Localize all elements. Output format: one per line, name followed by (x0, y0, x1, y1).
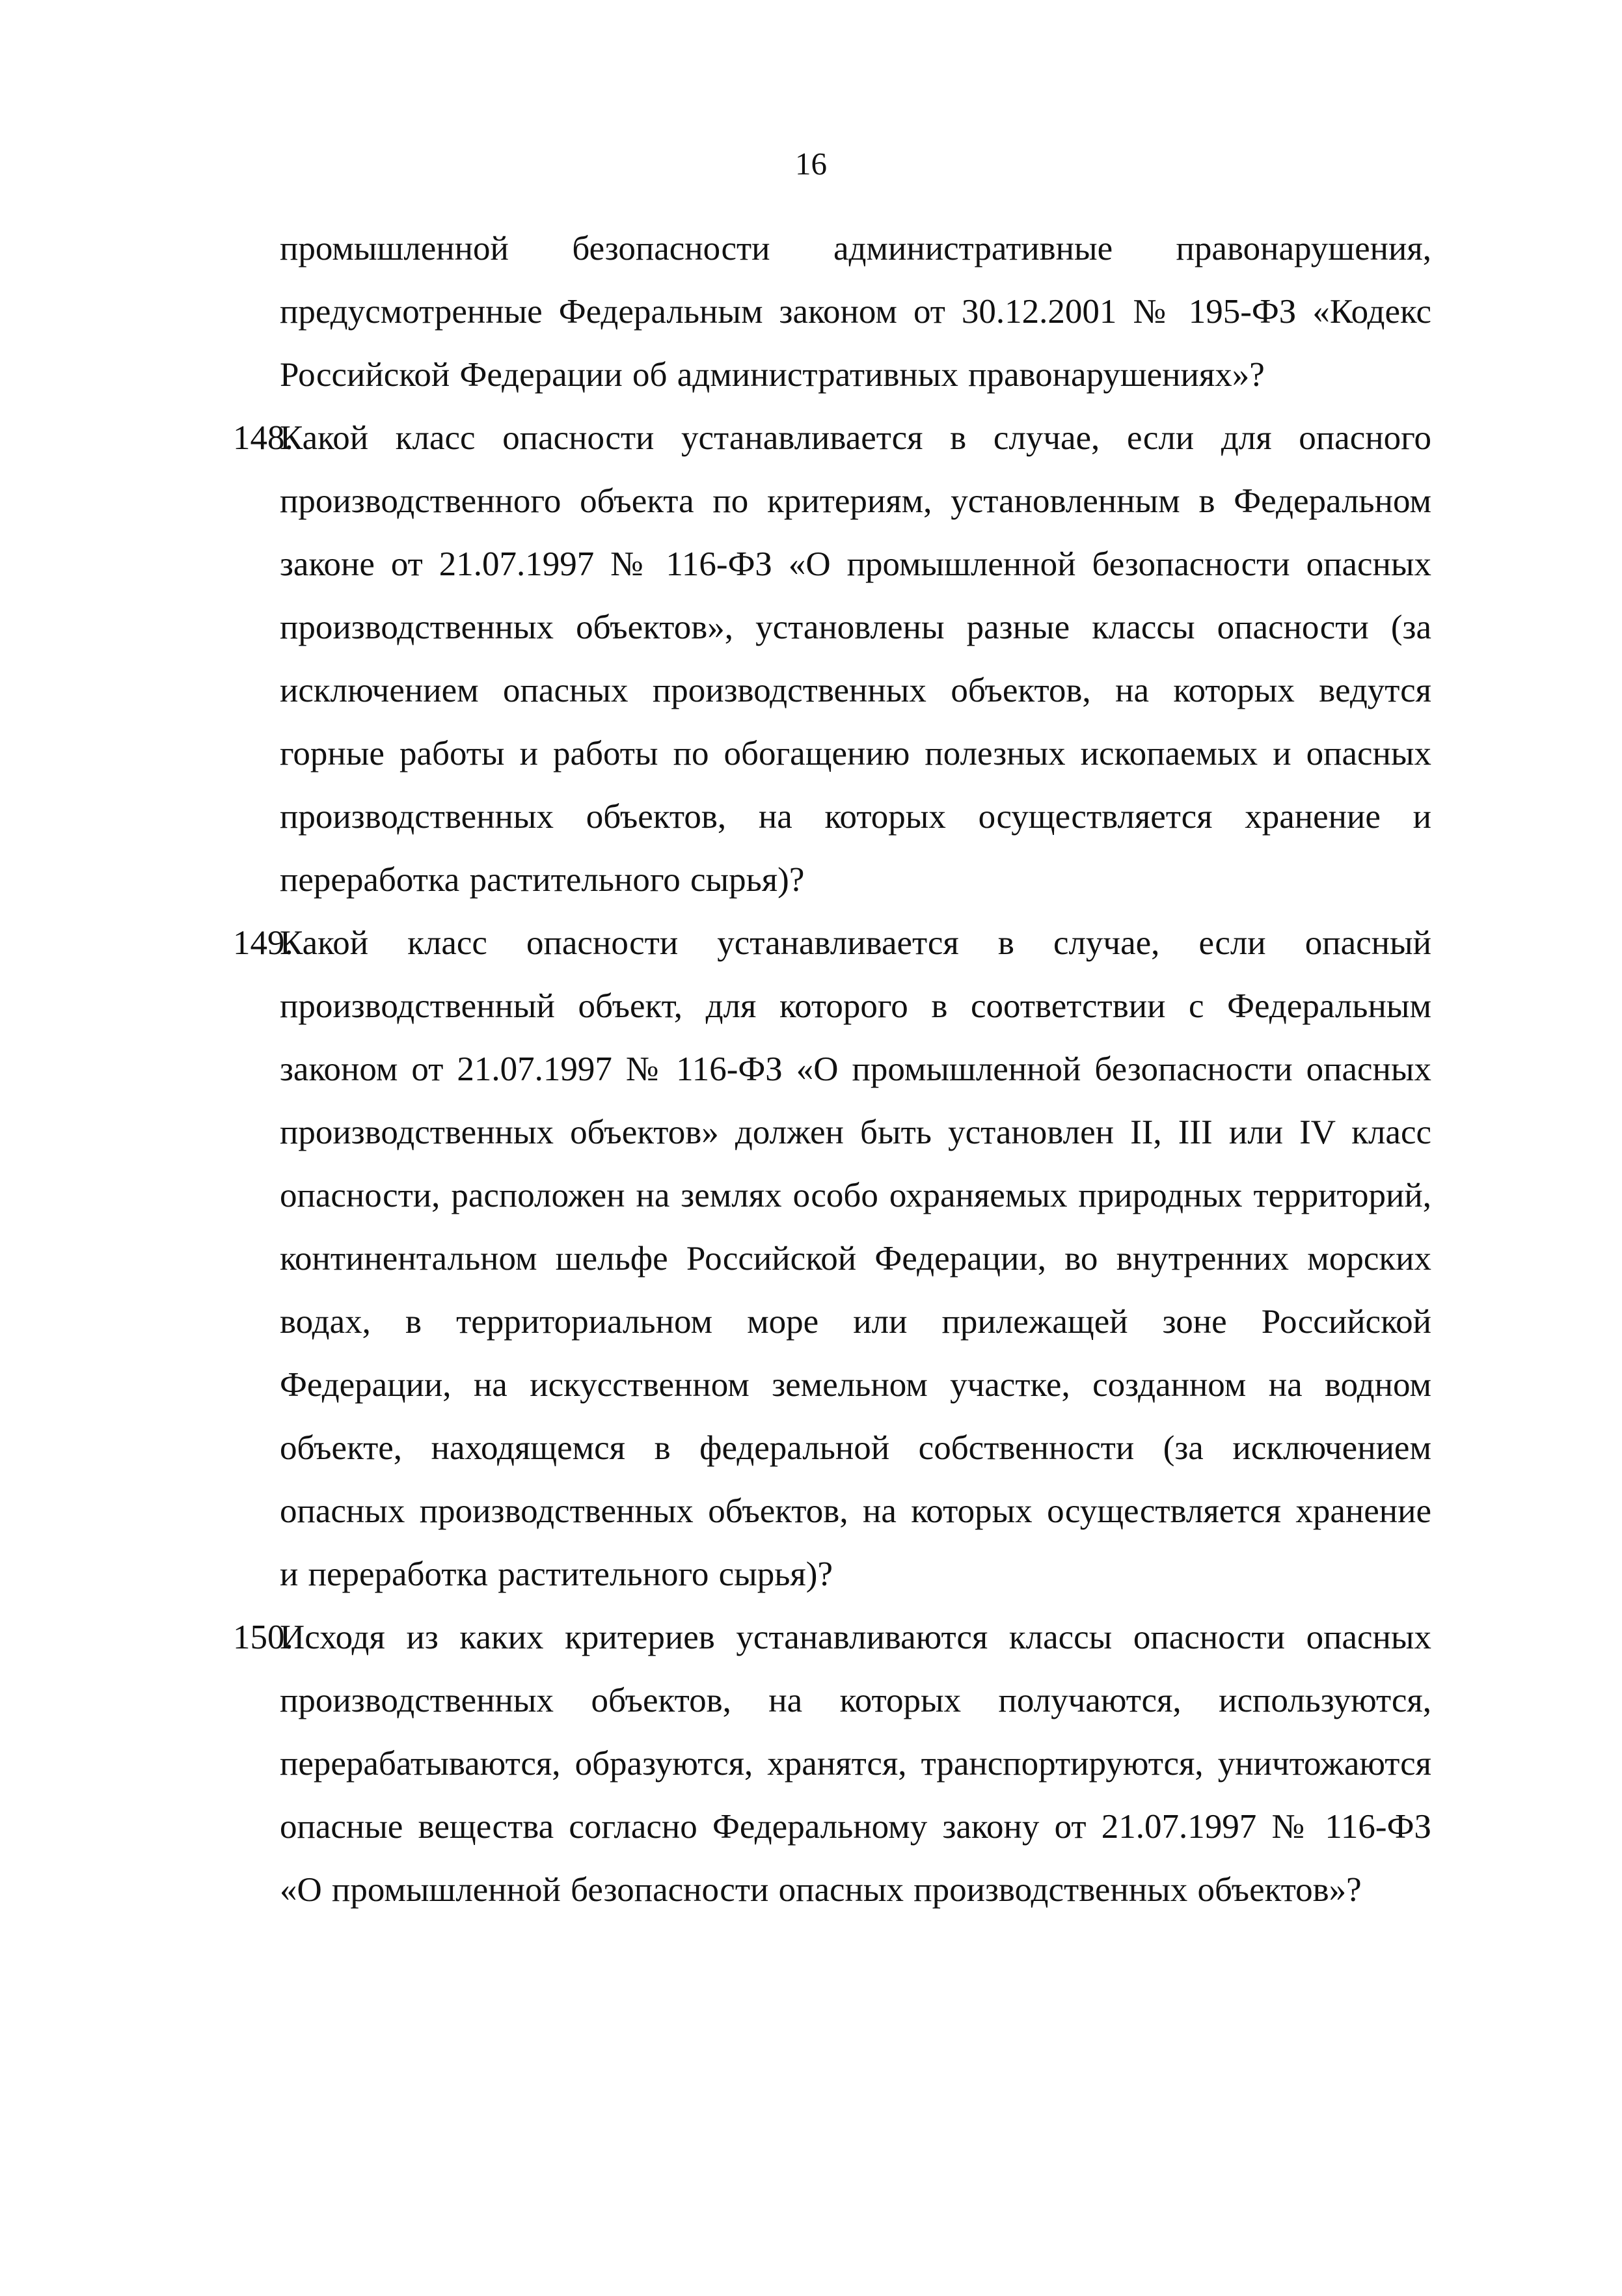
question-number: 148. (233, 419, 293, 457)
question-text: промышленной безопасности административные правонарушения, предусмотренные Федеральным законом от 30.12.2001 № 195-ФЗ «Кодекс Российской Федерации об административных правонарушениях»? (280, 230, 1431, 394)
question-continuation (221, 217, 1431, 407)
question-text: Какой класс опасности устанавливается в случае, если опасный производственный объект, для которого в соответствии с Федеральным законом от 21.07.1997 № 116-ФЗ «О промышленной безопасности опасных производственных объектов» должен быть установлен II, III или IV класс опасности, расположен на землях особо охраняемых природных территорий, континентальном шельфе Российской Федерации, во внутренних морских водах, в территориальном море или прилежащей зоне Российской Федерации, на искусственном земельном участке, созданном на водном объекте, находящемся в федеральной собственности (за исключением опасных производственных объектов, на которых осуществляется хранение и переработка растительного сырья)? (280, 924, 1431, 1593)
question-text: Какой класс опасности устанавливается в случае, если для опасного производственного объекта по критериям, установленным в Федеральном законе от 21.07.1997 № 116-ФЗ «О промышленной безопасности опасных производственных объектов», установлены разные классы опасности (за исключением опасных производственных объектов, на которых ведутся горные работы и работы по обогащению полезных ископаемых и опасных производственных объектов, на которых осуществляется хранение и переработка растительного сырья)? (280, 419, 1431, 899)
question-number: 150. (233, 1619, 293, 1656)
page-number: 16 (795, 146, 827, 182)
question-149 (221, 912, 1431, 1606)
question-number: 149. (233, 924, 293, 962)
question-148 (221, 407, 1431, 912)
question-150 (221, 1606, 1431, 1922)
question-list (221, 217, 1431, 1922)
question-text: Исходя из каких критериев устанавливаются классы опасности опасных производственных объектов, на которых получаются, используются, перерабатываются, образуются, хранятся, транспортируются, уничтожаются опасные вещества согласно Федеральному закону от 21.07.1997 № 116-ФЗ «О промышленной безопасности опасных производственных объектов»? (280, 1619, 1431, 1909)
